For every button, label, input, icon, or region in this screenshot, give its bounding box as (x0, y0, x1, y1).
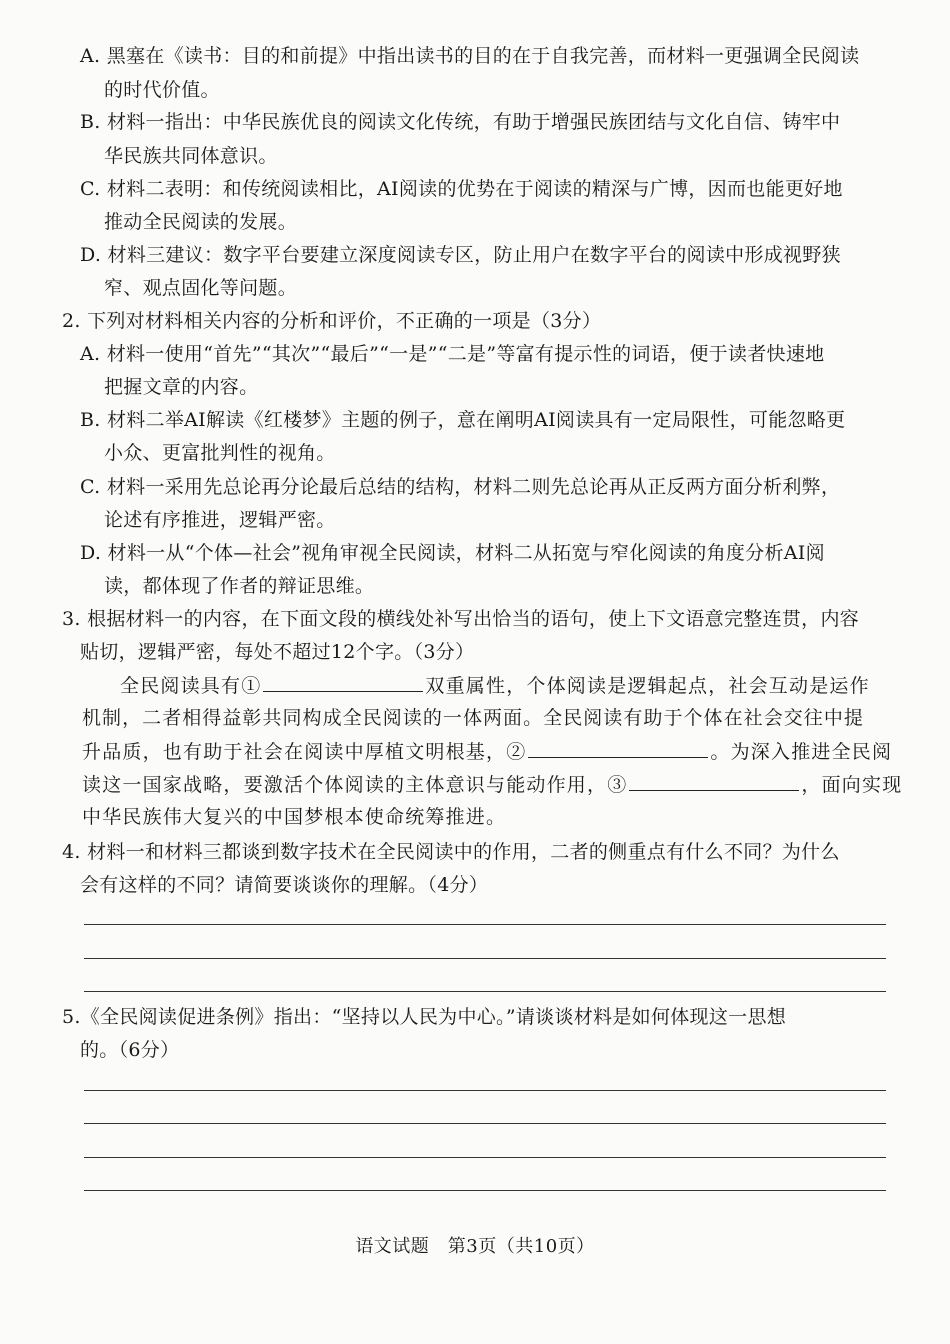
q1-option-a-line1: A. 黑塞在《读书：目的和前提》中指出读书的目的在于自我完善，而材料一更强调全民阅读 (80, 45, 860, 67)
q2-option-c-line1: C. 材料一采用先总论再分论最后总结的结构，材料二则先总论再从正反两方面分析利弊， (80, 476, 841, 498)
q2-option-c-line2: 论述有序推进，逻辑严密。 (104, 509, 336, 531)
q3-passage-line5: 中华民族伟大复兴的中国梦根本使命统筹推进。 (82, 806, 507, 828)
page-footer: 语文试题 第3页（共10页） (355, 1236, 595, 1257)
q3-passage-line2: 机制，二者相得益彰共同构成全民阅读的一体两面。全民阅读有助于个体在社会交往中提 (82, 707, 864, 729)
q2-option-a-line1: A. 材料一使用“首先”“其次”“最后”“一是”“二是”等富有提示性的词语，便于读者快速地 (80, 343, 825, 365)
q3-passage-line1 (120, 673, 870, 698)
q5-stem-line1: 5.《全民阅读促进条例》指出：“坚持以人民为中心。”请谈谈材料是如何体现这一思想 (62, 1006, 787, 1028)
q1-option-a-line2: 的时代价值。 (104, 79, 220, 101)
q3-blank-2[interactable] (528, 739, 708, 758)
q3-passage-line3 (82, 739, 892, 764)
q4-answer-line-2[interactable] (84, 958, 886, 959)
q1-option-d-line2: 窄、观点固化等问题。 (104, 277, 298, 299)
q3-passage-text: 双重属性，个体阅读是逻辑起点，社会互动是运作 (425, 675, 870, 697)
q3-passage-text: 全民阅读具有① (120, 675, 262, 697)
q3-stem-line1: 3. 根据材料一的内容，在下面文段的横线处补写出恰当的语句，使上下文语意完整连贯，内容 (62, 608, 860, 630)
q5-answer-line-3[interactable] (84, 1157, 886, 1158)
q4-answer-line-3[interactable] (84, 991, 886, 992)
q3-passage-text: 读这一国家战略，要激活个体阅读的主体意识与能动作用，③ (82, 774, 628, 796)
q3-stem-line2: 贴切，逻辑严密，每处不超过12个字。（3分） (80, 641, 475, 663)
q3-passage-text: 升品质，也有助于社会在阅读中厚植文明根基，② (82, 741, 527, 763)
q4-stem-line1: 4. 材料一和材料三都谈到数字技术在全民阅读中的作用，二者的侧重点有什么不同？为什么 (62, 841, 840, 863)
q1-option-c-line1: C. 材料二表明：和传统阅读相比，AI阅读的优势在于阅读的精深与广博，因而也能更好地 (80, 178, 843, 200)
q5-answer-line-1[interactable] (84, 1090, 886, 1091)
q2-option-b-line1: B. 材料二举AI解读《红楼梦》主题的例子，意在阐明AI阅读具有一定局限性，可能忽略更 (80, 409, 846, 431)
q2-option-a-line2: 把握文章的内容。 (104, 376, 259, 398)
q4-answer-line-1[interactable] (84, 924, 886, 925)
q5-answer-line-4[interactable] (84, 1190, 886, 1191)
q1-option-c-line2: 推动全民阅读的发展。 (104, 211, 298, 233)
q3-passage-text: ，面向实现 (801, 774, 903, 796)
q1-option-d-line1: D. 材料三建议：数字平台要建立深度阅读专区，防止用户在数字平台的阅读中形成视野狭 (80, 244, 841, 266)
q1-option-b-line2: 华民族共同体意识。 (104, 145, 278, 167)
q4-stem-line2: 会有这样的不同？请简要谈谈你的理解。（4分） (80, 874, 489, 896)
q3-passage-line4 (82, 772, 902, 797)
q3-passage-text: 。为深入推进全民阅 (710, 741, 893, 763)
q1-option-b-line1: B. 材料一指出：中华民族优良的阅读文化传统，有助于增强民族团结与文化自信、铸牢中 (80, 111, 841, 133)
q2-stem: 2. 下列对材料相关内容的分析和评价，不正确的一项是（3分） (62, 310, 602, 332)
q3-blank-3[interactable] (629, 772, 799, 791)
q5-answer-line-2[interactable] (84, 1123, 886, 1124)
q2-option-d-line2: 读，都体现了作者的辩证思维。 (104, 575, 375, 597)
q2-option-d-line1: D. 材料一从“个体—社会”视角审视全民阅读，材料二从拓宽与窄化阅读的角度分析AI阅 (80, 542, 825, 564)
q3-blank-1[interactable] (263, 673, 423, 692)
q2-option-b-line2: 小众、更富批判性的视角。 (104, 442, 336, 464)
q5-stem-line2: 的。（6分） (80, 1039, 180, 1061)
